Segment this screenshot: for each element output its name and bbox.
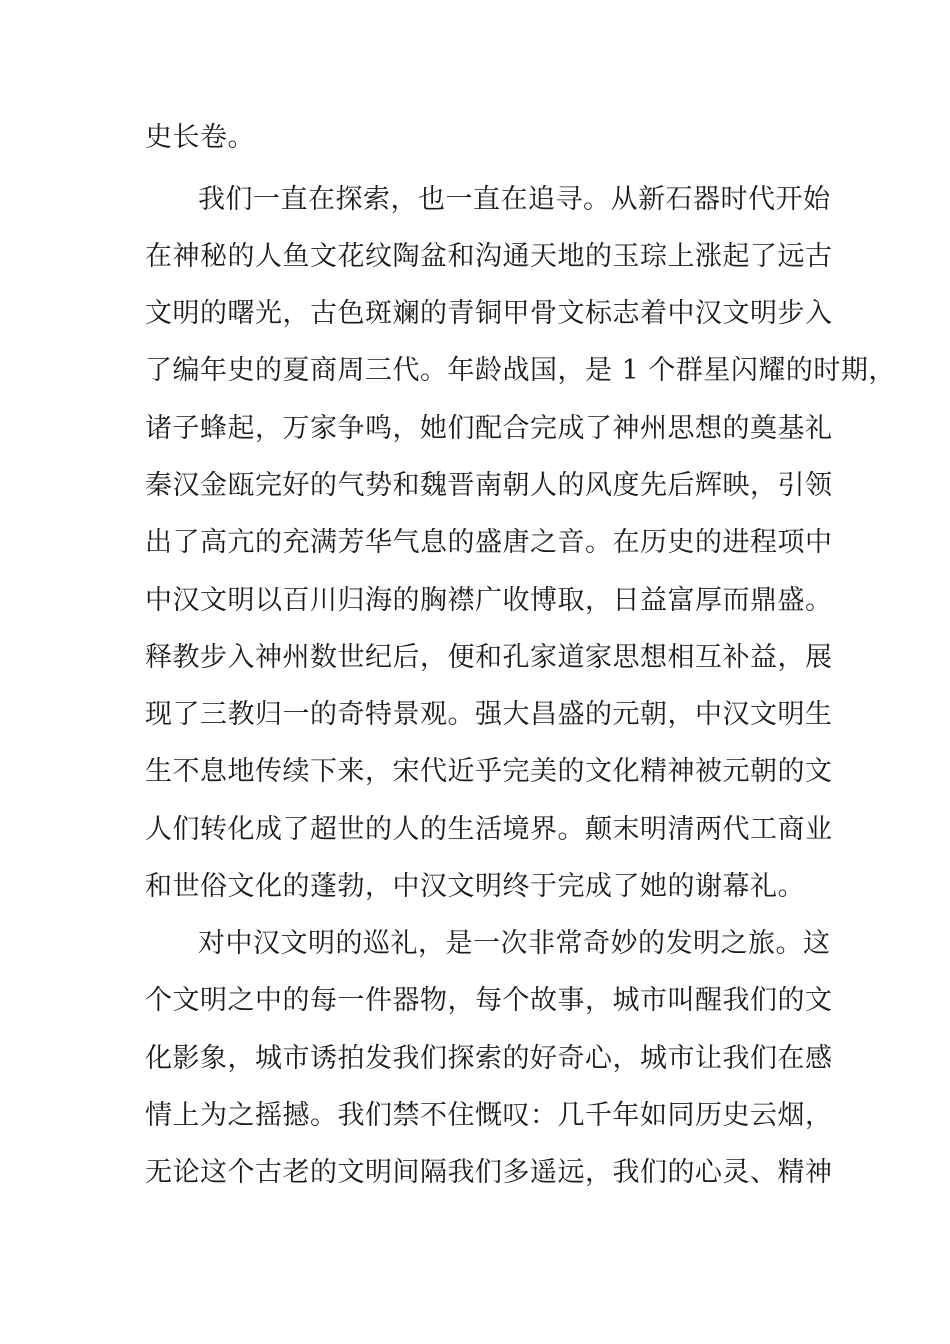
text-line: 诸子蜂起，万家争鸣，她们配合完成了神州思想的奠基礼 <box>145 413 833 444</box>
text-line: 无论这个古老的文明间隔我们多遥远，我们的心灵、精神 <box>145 1157 833 1188</box>
paragraph-start-line: 对中汉文明的巡礼，是一次非常奇妙的发明之旅。这 <box>198 928 831 959</box>
text-line: 史长卷。 <box>145 122 255 153</box>
paragraph-start-line: 我们一直在探索，也一直在追寻。从新石器时代开始 <box>198 184 831 215</box>
text-line: 和世俗文化的蓬勃，中汉文明终于完成了她的谢幕礼。 <box>145 871 805 902</box>
text-line: 在神秘的人鱼文花纹陶盆和沟通天地的玉琮上涨起了远古 <box>145 241 833 272</box>
text-line: 生不息地传续下来，宋代近乎完美的文化精神被元朝的文 <box>145 756 833 787</box>
text-line: 文明的曙光，古色斑斓的青铜甲骨文标志着中汉文明步入 <box>145 298 833 329</box>
text-line: 了编年史的夏商周三代。年龄战国，是 1 个群星闪耀的时期， <box>145 355 896 386</box>
text-line: 化影象，城市诱拍发我们探索的好奇心，城市让我们在感 <box>145 1043 833 1074</box>
text-line: 人们转化成了超世的人的生活境界。颠末明清两代工商业 <box>145 814 833 845</box>
text-line: 现了三教归一的奇特景观。强大昌盛的元朝，中汉文明生 <box>145 699 833 730</box>
text-line: 释教步入神州数世纪后，便和孔家道家思想相互补益，展 <box>145 642 833 673</box>
text-line: 个文明之中的每一件器物，每个故事，城市叫醒我们的文 <box>145 985 833 1016</box>
text-line: 中汉文明以百川归海的胸襟广收博取，日益富厚而鼎盛。 <box>145 585 833 616</box>
text-line: 出了高亢的充满芳华气息的盛唐之音。在历史的进程项中 <box>145 527 833 558</box>
text-line: 情上为之摇撼。我们禁不住慨叹：几千年如同历史云烟， <box>145 1100 833 1131</box>
text-line: 秦汉金瓯完好的气势和魏晋南朝人的风度先后辉映，引领 <box>145 470 833 501</box>
